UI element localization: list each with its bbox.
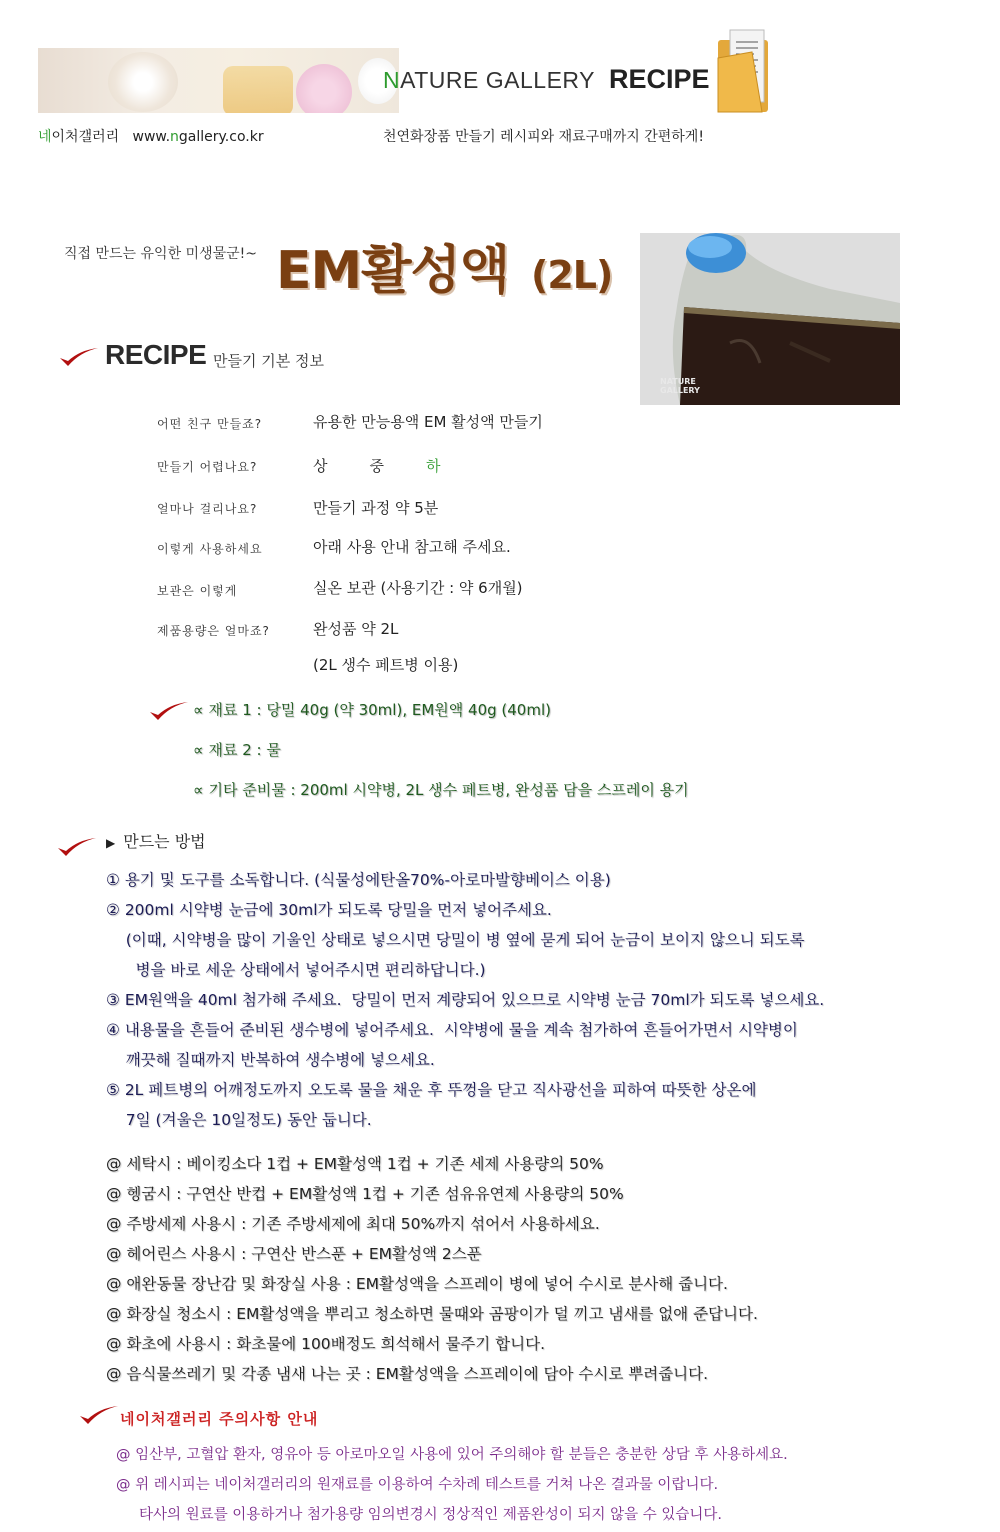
- info-value: 실온 보관 (사용기간 : 약 6개월): [313, 579, 523, 597]
- material-item: ∝ 재료 2 : 물: [193, 741, 281, 759]
- method-step: (이때, 시약병을 많이 기울인 상태로 넣으시면 당밀이 병 옆에 묻게 되어 눈금이 보이지 않으니 되도록: [106, 931, 805, 949]
- usage-tip: @ 헹굼시 : 구연산 반컵 + EM활성액 1컵 + 기존 섬유유연제 사용량의 50%: [106, 1185, 624, 1203]
- photo-watermark: [660, 377, 700, 395]
- header-banner-image: [38, 48, 399, 113]
- caution-line: 타사의 원료를 이용하거나 첨가용량 임의변경시 정상적인 제품완성이 되지 않을 수 있습니다.: [116, 1507, 723, 1523]
- method-heading: [106, 829, 206, 852]
- site-url-mid[interactable]: n: [170, 129, 179, 145]
- material-item: ∝ 재료 1 : 당밀 40g (약 30ml), EM원액 40g (40ml): [193, 701, 551, 719]
- method-heading-text: 만드는 방법: [123, 832, 206, 851]
- site-name-initial: 네: [38, 129, 52, 145]
- usage-tip: @ 화장실 청소시 : EM활성액을 뿌리고 청소하면 물때와 곰팡이가 덜 끼고 냄새를 없애 준답니다.: [106, 1305, 758, 1323]
- info-label: 보관은 이렇게: [157, 584, 238, 598]
- recipe-heading: RECIPE: [105, 339, 207, 370]
- site-name: 이처갤러리: [51, 129, 120, 145]
- usage-tip: @ 헤어린스 사용시 : 구연산 반스푼 + EM활성액 2스푼: [106, 1245, 482, 1263]
- watermark-line-2: GALLERY: [660, 386, 700, 395]
- usage-tip: @ 음식물쓰레기 및 각종 냄새 나는 곳 : EM활성액을 스프레이에 담아 수시로 뿌려줍니다.: [106, 1365, 709, 1383]
- method-step: ⑤ 2L 페트병의 어깨정도까지 오도록 물을 채운 후 뚜껑을 닫고 직사광선을 피하여 따뜻한 상온에: [106, 1081, 757, 1099]
- brand-title: [383, 64, 709, 95]
- info-label: 얼마나 걸리나요?: [157, 502, 258, 516]
- site-info: [38, 126, 264, 146]
- method-step: ① 용기 및 도구를 소독합니다. (식물성에탄올70%-아로마발향베이스 이용): [106, 871, 611, 889]
- info-value: 만들기 과정 약 5분: [313, 499, 439, 517]
- page-title: [276, 228, 612, 303]
- product-photo: [640, 233, 900, 405]
- usage-tip: @ 애완동물 장난감 및 화장실 사용 : EM활성액을 스프레이 병에 넣어 수시로 분사해 줍니다.: [106, 1275, 728, 1293]
- checkmark-icon: [78, 1404, 118, 1426]
- usage-tip: @ 주방세제 사용시 : 기존 주방세제에 최대 50%까지 섞어서 사용하세요.: [106, 1215, 600, 1233]
- difficulty-levels: [313, 455, 483, 476]
- brand-initial: N: [383, 67, 401, 93]
- usage-tip: @ 세탁시 : 베이킹소다 1컵 + EM활성액 1컵 + 기존 세제 사용량의 50%: [106, 1155, 604, 1173]
- checkmark-icon: [56, 836, 96, 858]
- brand-name: ATURE GALLERY: [400, 67, 595, 93]
- method-step: 깨끗해 질때까지 반복하여 생수병에 넣으세요.: [106, 1051, 435, 1069]
- caution-line: @ 임산부, 고혈압 환자, 영유아 등 아로마오일 사용에 있어 주의해야 할 분들은 충분한 상담 후 사용하세요.: [116, 1447, 788, 1463]
- info-label: 만들기 어렵나요?: [157, 460, 258, 474]
- info-value: 완성품 약 2L: [313, 620, 399, 638]
- method-step: ④ 내용물을 흔들어 준비된 생수병에 넣어주세요. 시약병에 물을 계속 첨가하여 흔들어가면서 시약병이: [106, 1021, 798, 1039]
- caution-line: @ 위 레시피는 네이처갤러리의 원재료를 이용하여 수차례 테스트를 거쳐 나온 결과물 이랍니다.: [116, 1477, 719, 1493]
- info-label: 제품용량은 얼마죠?: [157, 624, 270, 638]
- tagline: 천연화장품 만들기 레시피와 재료구매까지 간편하게!: [383, 129, 704, 145]
- info-label: 어떤 친구 만들죠?: [157, 417, 263, 431]
- material-item: ∝ 기타 준비물 : 200ml 시약병, 2L 생수 페트병, 완성품 담을 스프레이 용기: [193, 781, 689, 799]
- watermark-line-1: NATURE: [660, 377, 696, 386]
- checkmark-icon: [58, 346, 98, 368]
- info-value-note: (2L 생수 페트병 이용): [313, 656, 459, 674]
- site-url[interactable]: gallery.co.kr: [178, 129, 264, 145]
- site-url-prefix[interactable]: www.: [132, 129, 171, 145]
- page-subtitle: 직접 만드는 유익한 미생물군!~: [64, 246, 257, 262]
- recipe-subheading: 만들기 기본 정보: [213, 352, 324, 370]
- level-low-selected: 하: [426, 457, 441, 475]
- level-mid: 중: [369, 457, 384, 475]
- caution-heading: 네이처갤러리 주의사항 안내: [120, 1410, 319, 1428]
- info-label: 이렇게 사용하세요: [157, 542, 263, 556]
- level-high: 상: [313, 457, 328, 475]
- checkmark-icon: [148, 700, 188, 722]
- info-value: 아래 사용 안내 참고해 주세요.: [313, 538, 511, 556]
- brand-recipe: RECIPE: [608, 64, 710, 94]
- method-step: 병을 바로 세운 상태에서 넣어주시면 편리하답니다.): [106, 961, 486, 979]
- info-value: 유용한 만능용액 EM 활성액 만들기: [313, 413, 543, 431]
- method-step: ③ EM원액을 40ml 첨가해 주세요. 당밀이 먼저 계량되어 있으므로 시약병 눈금 70ml가 되도록 넣으세요.: [106, 991, 825, 1009]
- title-main: EM활성액: [276, 241, 509, 301]
- folder-icon: [716, 28, 772, 114]
- triangle-icon: ▶: [106, 836, 116, 850]
- usage-tip: @ 화초에 사용시 : 화초물에 100배정도 희석해서 물주기 합니다.: [106, 1335, 546, 1353]
- method-step: ② 200ml 시약병 눈금에 30ml가 되도록 당밀을 먼저 넣어주세요.: [106, 901, 552, 919]
- method-step: 7일 (겨울은 10일정도) 동안 둡니다.: [106, 1111, 372, 1129]
- title-volume: (2L): [530, 253, 613, 297]
